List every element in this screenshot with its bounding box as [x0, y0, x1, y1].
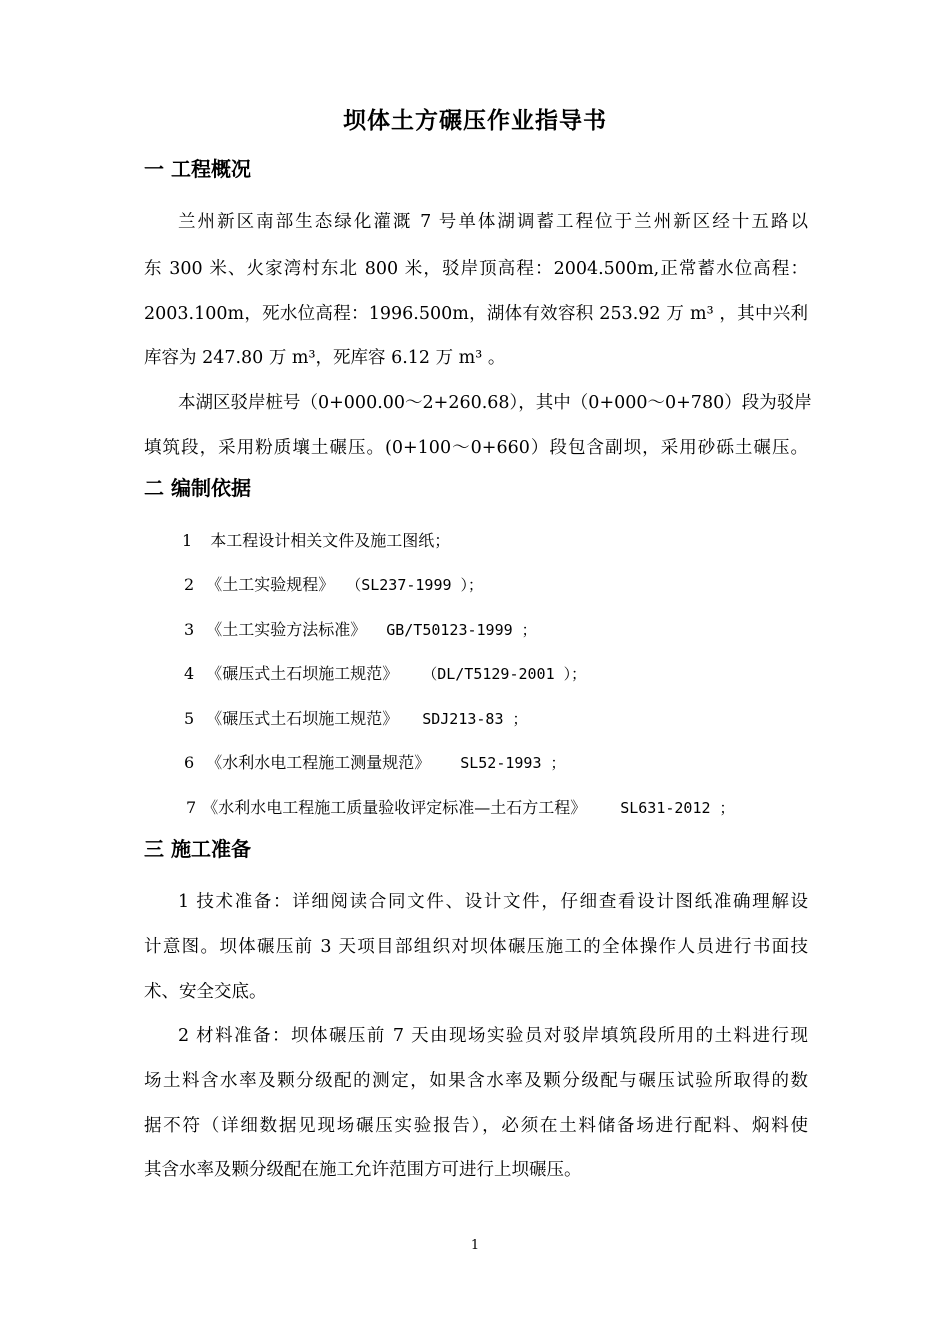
reference-number: 2: [184, 575, 195, 594]
reference-number: 1: [182, 531, 193, 550]
page-number: 1: [470, 1238, 480, 1253]
paragraph-line: 场土料含水率及颗分级配的测定，如果含水率及颗分级配与碾压试验所取得的数: [144, 1071, 808, 1091]
paragraph-line: 术、安全交底。: [144, 982, 267, 1002]
paragraph-line: 库容为 247.80 万 m³，死库容 6.12 万 m³ 。: [144, 348, 506, 368]
paragraph-line: 2 材料准备：坝体碾压前 7 天由现场实验员对驳岸填筑段所用的土料进行现: [178, 1026, 808, 1046]
reference-code: SDJ213-83 ；: [422, 710, 528, 728]
reference-number: 4: [184, 664, 195, 683]
reference-item: [184, 574, 483, 596]
reference-title: 《土工实验规程》: [206, 575, 335, 594]
reference-code: SL631-2012 ；: [620, 799, 735, 817]
reference-title: 《土工实验方法标准》: [206, 620, 367, 639]
reference-item: [184, 663, 586, 685]
reference-number: 7: [186, 798, 197, 817]
reference-number: 6: [184, 753, 195, 772]
reference-item: [186, 797, 735, 819]
reference-title: 《水利水电工程施工测量规范》: [206, 753, 431, 772]
section-heading-preparation: 三 施工准备: [144, 837, 251, 861]
reference-item: [182, 530, 450, 552]
reference-item: [184, 752, 566, 774]
reference-number: 5: [184, 709, 195, 728]
paragraph-line: 计意图。坝体碾压前 3 天项目部组织对坝体碾压施工的全体操作人员进行书面技: [144, 937, 808, 957]
reference-code: GB/T50123-1999 ；: [386, 621, 537, 639]
reference-title: 《水利水电工程施工质量验收评定标准—土石方工程》: [202, 798, 587, 817]
reference-item: [184, 708, 528, 730]
reference-code: SL52-1993 ；: [460, 754, 566, 772]
paragraph-line: 填筑段，采用粉质壤土碾压。(0+100～0+660）段包含副坝，采用砂砾土碾压。: [144, 438, 808, 458]
reference-title: 《碾压式土石坝施工规范》: [206, 709, 399, 728]
reference-title: 《碾压式土石坝施工规范》: [206, 664, 399, 683]
reference-code: （SL237-1999 ）；: [346, 576, 484, 594]
reference-item: [184, 619, 537, 641]
paragraph-line: 兰州新区南部生态绿化灌溉 7 号单体湖调蓄工程位于兰州新区经十五路以: [178, 212, 808, 232]
reference-number: 3: [184, 620, 195, 639]
reference-code: （DL/T5129-2001 ）；: [422, 665, 587, 683]
reference-title: 本工程设计相关文件及施工图纸；: [210, 531, 451, 550]
paragraph-line: 本湖区驳岸桩号（0+000.00～2+260.68），其中（0+000～0+780）段为驳岸: [178, 393, 812, 413]
section-heading-basis: 二 编制依据: [144, 476, 251, 500]
paragraph-line: 2003.100m，死水位高程：1996.500m，湖体有效容积 253.92 万 m³ ，其中兴利: [144, 304, 808, 324]
section-heading-overview: 一 工程概况: [144, 157, 251, 181]
paragraph-line: 其含水率及颗分级配在施工允许范围方可进行上坝碾压。: [144, 1160, 582, 1180]
paragraph-line: 1 技术准备：详细阅读合同文件、设计文件，仔细查看设计图纸准确理解设: [178, 892, 808, 912]
paragraph-line: 据不符（详细数据见现场碾压实验报告），必须在土料储备场进行配料、焖料使: [144, 1116, 808, 1136]
document-title: 坝体土方碾压作业指导书: [343, 107, 607, 134]
paragraph-line: 东 300 米、火家湾村东北 800 米，驳岸顶高程：2004.500m,正常蓄水位高程：: [144, 259, 808, 279]
